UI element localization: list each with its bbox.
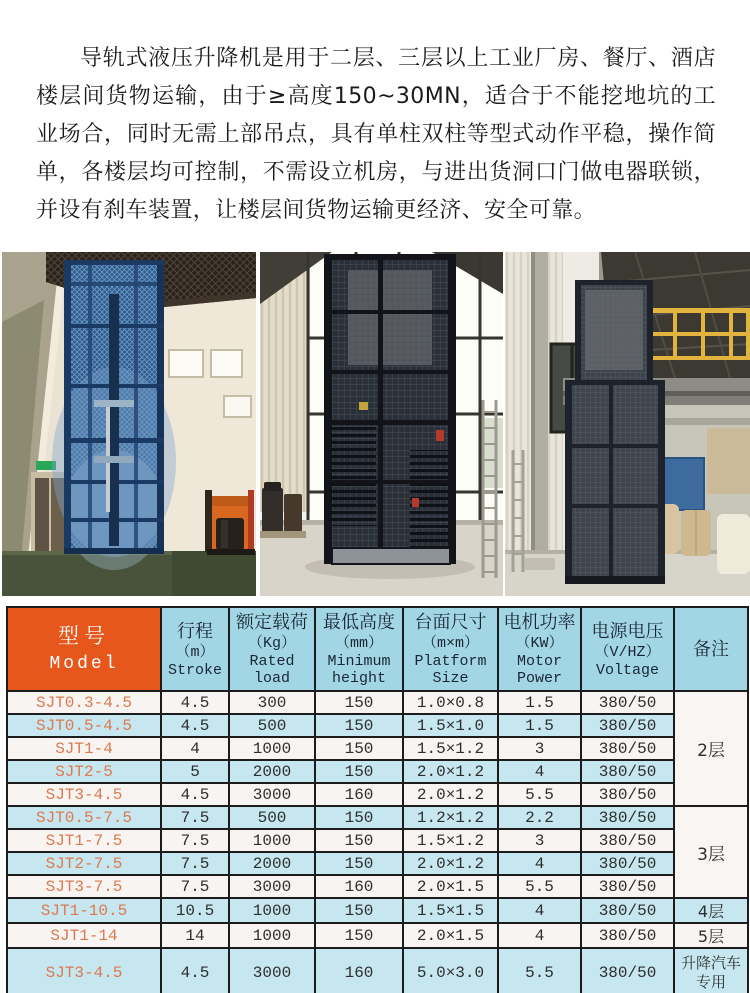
cell-stroke: 10.5	[161, 898, 229, 923]
load-zh: 额定载荷	[236, 612, 308, 633]
cell-min-height: 150	[315, 806, 403, 829]
cell-stroke: 7.5	[161, 875, 229, 898]
spec-row	[7, 760, 748, 783]
photo-lift-yellow-railing	[505, 252, 750, 596]
intro-paragraph: 导轨式液压升降机是用于二层、三层以上工业厂房、餐厅、酒店楼层间货物运输，由于≥高度150~30MN，适合于不能挖地坑的工业场合，同时无需上部吊点，具有单柱双柱等型式动作平稳，操作简单，各楼层均可控制，不需设立机房，与进出货洞口门做电器联锁，并设有刹车装置，让楼层间货物运输更经济、安全可靠。	[36, 46, 716, 223]
cell-model: SJT0.5-7.5	[7, 806, 161, 829]
cell-stroke: 7.5	[161, 806, 229, 829]
cell-min-height: 150	[315, 898, 403, 923]
cell-voltage: 380/50	[581, 875, 674, 898]
stroke-zh: 行程	[177, 620, 213, 642]
cell-load: 500	[229, 714, 315, 737]
cell-stroke: 5	[161, 760, 229, 783]
header-row	[7, 607, 748, 691]
stroke-en: Stroke	[167, 661, 222, 679]
spec-row	[7, 875, 748, 898]
remark-3-floors: 3层	[674, 806, 748, 898]
cell-min-height: 150	[315, 923, 403, 948]
cell-model: SJT1-4	[7, 737, 161, 760]
cell-voltage: 380/50	[581, 783, 674, 806]
stroke-unit: （m）	[175, 643, 215, 661]
spec-row	[7, 829, 748, 852]
cell-model: SJT1-7.5	[7, 829, 161, 852]
spec-row	[7, 852, 748, 875]
cell-load: 3000	[229, 875, 315, 898]
cell-min-height: 160	[315, 875, 403, 898]
cell-platform: 1.5×1.0	[403, 714, 498, 737]
platform-zh: 台面尺寸	[414, 612, 487, 633]
cell-stroke: 4.5	[161, 948, 229, 993]
min-height-en: Minimum height	[327, 653, 391, 687]
spec-row	[7, 737, 748, 760]
orange-forklift	[205, 490, 255, 555]
cell-min-height: 150	[315, 760, 403, 783]
cell-power: 1.5	[498, 714, 581, 737]
photo-dark-lift-workshop	[260, 252, 503, 596]
remark-2-floors: 2层	[674, 691, 748, 806]
cell-power: 3	[498, 737, 581, 760]
cell-voltage: 380/50	[581, 806, 674, 829]
cell-power: 1.5	[498, 691, 581, 714]
remark-5-floors: 5层	[674, 923, 748, 948]
cell-voltage: 380/50	[581, 948, 674, 993]
col-header-voltage	[581, 607, 674, 691]
cell-stroke: 14	[161, 923, 229, 948]
photo-blue-lift-warehouse	[2, 252, 256, 596]
spec-row	[7, 898, 748, 923]
col-header-min-height	[315, 607, 403, 691]
cell-load: 300	[229, 691, 315, 714]
cell-voltage: 380/50	[581, 852, 674, 875]
spec-row	[7, 806, 748, 829]
emergency-stop	[436, 430, 444, 441]
cell-platform: 2.0×1.2	[403, 760, 498, 783]
cell-stroke: 4.5	[161, 691, 229, 714]
cell-load: 500	[229, 806, 315, 829]
cell-model: SJT2-5	[7, 760, 161, 783]
power-zh: 电机功率	[503, 612, 576, 633]
cell-power: 4	[498, 898, 581, 923]
spec-row	[7, 783, 748, 806]
model-header-zh: 型号	[58, 624, 110, 648]
col-header-remark	[674, 607, 748, 691]
load-unit: （Kg）	[247, 635, 296, 652]
dark-lift-tower	[324, 254, 456, 564]
cell-model: SJT3-7.5	[7, 875, 161, 898]
cell-load: 2000	[229, 760, 315, 783]
cell-model: SJT1-14	[7, 923, 161, 948]
cell-platform: 1.5×1.2	[403, 829, 498, 852]
cell-model: SJT0.3-4.5	[7, 691, 161, 714]
remark-zh: 备注	[693, 638, 729, 660]
cell-stroke: 4.5	[161, 714, 229, 737]
cell-stroke: 7.5	[161, 829, 229, 852]
remark-4-floors: 4层	[674, 898, 748, 923]
cell-model: SJT2-7.5	[7, 852, 161, 875]
col-header-load	[229, 607, 315, 691]
cell-voltage: 380/50	[581, 714, 674, 737]
model-header-en: Model	[49, 654, 119, 674]
spec-table-section	[6, 606, 747, 993]
blue-lift-tower	[52, 260, 176, 570]
cell-model: SJT3-4.5	[7, 783, 161, 806]
col-header-power	[498, 607, 581, 691]
min-height-zh: 最低高度	[323, 612, 395, 633]
cell-platform: 2.0×1.2	[403, 783, 498, 806]
lift-platform-deck	[332, 548, 450, 564]
cell-stroke: 7.5	[161, 852, 229, 875]
cell-power: 5.5	[498, 875, 581, 898]
remark-car-lift: 升降汽车专用	[674, 948, 748, 993]
cell-load: 1000	[229, 829, 315, 852]
cell-power: 5.5	[498, 783, 581, 806]
cell-model: SJT1-10.5	[7, 898, 161, 923]
blue-cabinet	[660, 458, 704, 510]
cell-voltage: 380/50	[581, 898, 674, 923]
cell-voltage: 380/50	[581, 923, 674, 948]
spec-row	[7, 948, 748, 993]
cell-min-height: 150	[315, 852, 403, 875]
cell-min-height: 150	[315, 737, 403, 760]
col-header-stroke	[161, 607, 229, 691]
cell-power: 2.2	[498, 806, 581, 829]
cell-stroke: 4	[161, 737, 229, 760]
charcoal-lift-tower	[565, 280, 665, 584]
photo-strip	[0, 252, 750, 596]
cell-load: 1000	[229, 737, 315, 760]
cell-power: 5.5	[498, 948, 581, 993]
cell-voltage: 380/50	[581, 760, 674, 783]
cell-voltage: 380/50	[581, 737, 674, 760]
cell-power: 3	[498, 829, 581, 852]
cell-model: SJT0.5-4.5	[7, 714, 161, 737]
col-header-model	[7, 607, 161, 691]
cell-power: 4	[498, 760, 581, 783]
cell-voltage: 380/50	[581, 829, 674, 852]
cell-voltage: 380/50	[581, 691, 674, 714]
cell-load: 1000	[229, 923, 315, 948]
cell-min-height: 150	[315, 714, 403, 737]
cell-load: 2000	[229, 852, 315, 875]
cell-load: 3000	[229, 948, 315, 993]
cell-power: 4	[498, 923, 581, 948]
min-height-unit: （mm）	[334, 635, 383, 652]
platform-unit: （m×m）	[421, 635, 479, 652]
cell-platform: 1.5×1.2	[403, 737, 498, 760]
cell-platform: 2.0×1.2	[403, 852, 498, 875]
cell-platform: 2.0×1.5	[403, 875, 498, 898]
voltage-zh: 电源电压	[591, 620, 664, 642]
power-unit: （KW）	[515, 635, 564, 652]
cell-load: 3000	[229, 783, 315, 806]
spec-row	[7, 714, 748, 737]
spec-row	[7, 923, 748, 948]
cell-min-height: 160	[315, 783, 403, 806]
col-header-platform	[403, 607, 498, 691]
cell-model: SJT3-4.5	[7, 948, 161, 993]
cell-platform: 1.2×1.2	[403, 806, 498, 829]
load-en: Rated load	[249, 653, 295, 687]
cell-min-height: 150	[315, 829, 403, 852]
warning-label	[359, 402, 368, 410]
cell-platform: 1.0×0.8	[403, 691, 498, 714]
power-en: Motor Power	[516, 653, 562, 687]
cell-platform: 1.5×1.5	[403, 898, 498, 923]
cell-min-height: 150	[315, 691, 403, 714]
voltage-en: Voltage	[595, 661, 659, 679]
cell-stroke: 4.5	[161, 783, 229, 806]
cell-platform: 2.0×1.5	[403, 923, 498, 948]
platform-en: Platform Size	[414, 653, 487, 687]
spec-table	[6, 606, 749, 993]
cell-load: 1000	[229, 898, 315, 923]
spec-row	[7, 691, 748, 714]
voltage-unit: （V/HZ）	[594, 643, 661, 661]
cell-platform: 5.0×3.0	[403, 948, 498, 993]
cell-power: 4	[498, 852, 581, 875]
cell-min-height: 160	[315, 948, 403, 993]
